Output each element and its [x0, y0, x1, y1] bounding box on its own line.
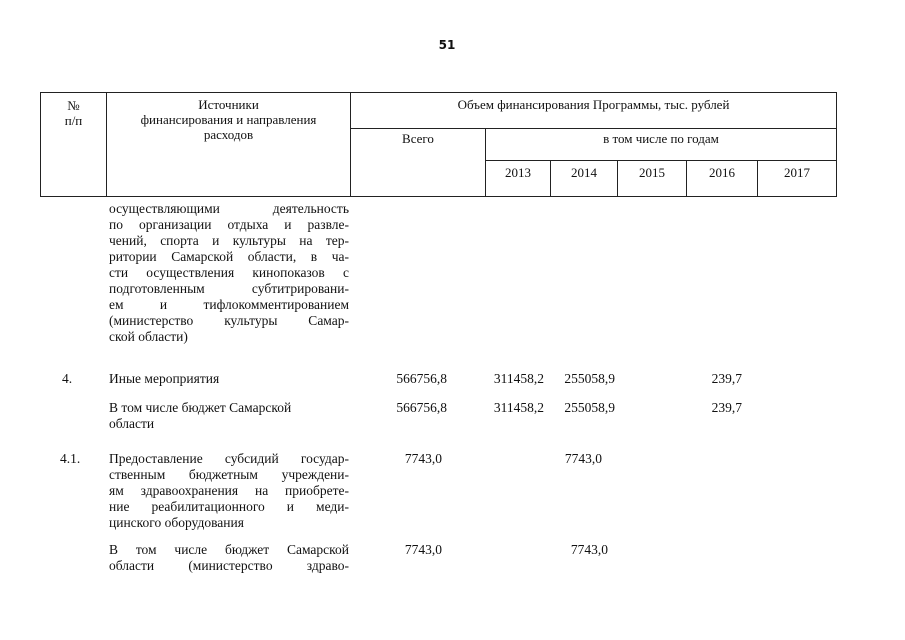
header-year-2013: 2013 [505, 165, 531, 180]
header-col-by-years: в том числе по годам [603, 131, 719, 146]
value-total: 7743,0 [404, 542, 442, 557]
row-number: 4. [62, 371, 73, 386]
row-description: В том числе бюджет Самарской области [109, 400, 292, 431]
header-col-total: Всего [402, 131, 434, 146]
value-2016: 239,7 [711, 400, 742, 415]
value-2013: 311458,2 [493, 400, 544, 415]
value-2014: 255058,9 [564, 400, 615, 415]
value-2014: 7743,0 [570, 542, 608, 557]
value-2014: 7743,0 [564, 451, 602, 466]
value-2014: 255058,9 [564, 371, 615, 386]
row-number: 4.1. [60, 451, 81, 466]
value-2016: 239,7 [711, 371, 742, 386]
row-description: В том числе бюджет Самарской области (министерство здраво- [109, 542, 349, 573]
header-col-no: № п/п [64, 98, 83, 128]
continuation-text: осуществляющими деятельность по организации отдыха и развле- чений, спорта и культуры на тер- ритории Самарской области, в ча- сти осуществления кинопоказов с подготовленным субтитрировани- ем и тифлокомментированием (министерство культуры Самар- ской области) [109, 201, 349, 344]
header-year-2017: 2017 [784, 165, 810, 180]
value-total: 7743,0 [404, 451, 442, 466]
row-description: Иные мероприятия [109, 371, 220, 386]
header-col-volume: Объем финансирования Программы, тыс. рублей [457, 97, 730, 112]
header-year-2014: 2014 [571, 165, 597, 180]
value-total: 566756,8 [396, 400, 447, 415]
value-total: 566756,8 [396, 371, 447, 386]
value-2013: 311458,2 [493, 371, 544, 386]
row-description: Предоставление субсидий государ- ственным бюджетным учреждени- ям здравоохранения на приобрете- ние реабилитационного и меди- цинского оборудования [109, 451, 349, 530]
header-year-2015: 2015 [639, 165, 665, 180]
page-number: 51 [438, 38, 456, 52]
header-col-source: Источники финансирования и направления расходов [140, 97, 317, 142]
header-year-2016: 2016 [709, 165, 735, 180]
